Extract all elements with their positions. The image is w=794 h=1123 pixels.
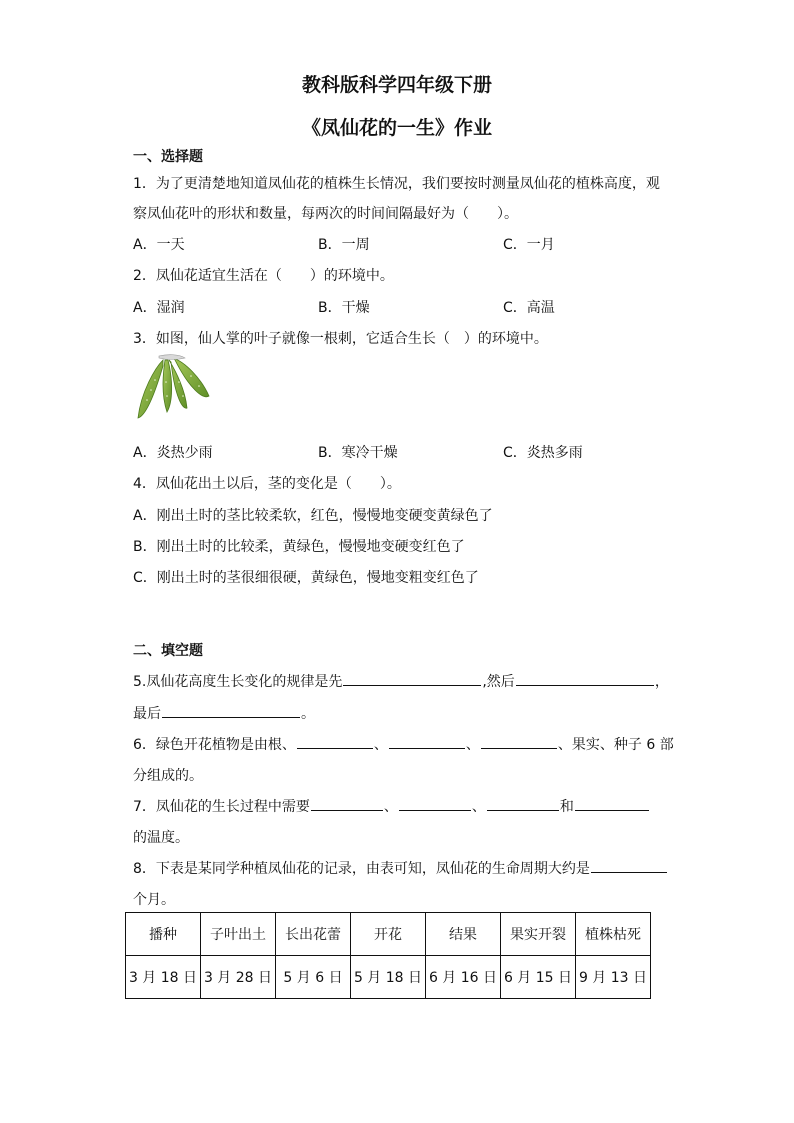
- q6-line1: [133, 734, 674, 754]
- q5-blank-1[interactable]: [343, 671, 481, 686]
- table-cell: 3 月 28 日: [201, 956, 276, 999]
- q5-line1: [133, 671, 669, 691]
- q6-line2: 分组成的。: [133, 768, 203, 784]
- q6-blank-1[interactable]: [297, 734, 373, 749]
- q6-sep-2: 、: [465, 737, 480, 753]
- q5-text-4: 最后: [133, 706, 161, 722]
- table-header-cell: 长出花蕾: [276, 913, 351, 956]
- table-header-cell: 果实开裂: [501, 913, 576, 956]
- q7-text-1: 7．凤仙花的生长过程中需要: [133, 799, 310, 815]
- q5-line2: [133, 703, 315, 723]
- q1-line1: 1．为了更清楚地知道凤仙花的植株生长情况，我们要按时测量凤仙花的植株高度，观: [133, 176, 660, 192]
- q7-line2: 的温度。: [133, 830, 189, 846]
- q5-text-1: 5.凤仙花高度生长变化的规律是先: [133, 674, 343, 690]
- q5-blank-2[interactable]: [516, 671, 654, 686]
- q1-option-a[interactable]: A．一天: [133, 237, 185, 253]
- table-header-cell: 结果: [426, 913, 501, 956]
- table-cell: 6 月 15 日: [501, 956, 576, 999]
- table-cell: 9 月 13 日: [576, 956, 651, 999]
- q1-line2: 察凤仙花叶的形状和数量，每两次的时间间隔最好为（ ）。: [133, 206, 518, 222]
- growth-record-table: [125, 912, 651, 999]
- q5-text-3: ，: [654, 674, 669, 690]
- q6-sep-1: 、: [373, 737, 388, 753]
- q7-blank-1[interactable]: [311, 796, 383, 811]
- table-header-cell: 开花: [351, 913, 426, 956]
- section-heading-fill: 二、填空题: [133, 643, 203, 659]
- q2-option-a[interactable]: A．湿润: [133, 300, 185, 316]
- q3-option-a[interactable]: A．炎热少雨: [133, 445, 213, 461]
- q1-option-c[interactable]: C．一月: [503, 237, 555, 253]
- table-cell: 3 月 18 日: [126, 956, 201, 999]
- cactus-leaf-image: [133, 352, 213, 422]
- q7-sep-2: 、: [471, 799, 486, 815]
- table-header-cell: 子叶出土: [201, 913, 276, 956]
- table-cell: 5 月 18 日: [351, 956, 426, 999]
- section-heading-choice: 一、选择题: [133, 149, 203, 165]
- q2-line1: 2．凤仙花适宜生活在（ ）的环境中。: [133, 268, 394, 284]
- q4-option-a[interactable]: A．刚出土时的茎比较柔软，红色，慢慢地变硬变黄绿色了: [133, 508, 493, 524]
- q7-sep-1: 、: [383, 799, 398, 815]
- q3-option-b[interactable]: B．寒冷干燥: [318, 445, 398, 461]
- q7-and: 和: [559, 799, 574, 815]
- page-title: 教科版科学四年级下册: [301, 74, 492, 96]
- q6-text-2: 、果实、种子 6 部: [557, 737, 674, 753]
- q1-option-b[interactable]: B．一周: [318, 237, 370, 253]
- q8-blank-1[interactable]: [591, 858, 667, 873]
- q6-text-1: 6．绿色开花植物是由根、: [133, 737, 296, 753]
- q2-option-b[interactable]: B．干燥: [318, 300, 370, 316]
- table-cell: 6 月 16 日: [426, 956, 501, 999]
- q7-line1: [133, 796, 650, 816]
- q7-blank-2[interactable]: [399, 796, 471, 811]
- q5-text-5: 。: [301, 706, 315, 722]
- q5-text-2: ,然后: [482, 674, 515, 690]
- q2-option-c[interactable]: C．高温: [503, 300, 555, 316]
- q8-text-1: 8．下表是某同学种植凤仙花的记录，由表可知，凤仙花的生命周期大约是: [133, 861, 590, 877]
- table-cell: 5 月 6 日: [276, 956, 351, 999]
- table-header-row: [126, 913, 651, 956]
- q6-blank-3[interactable]: [481, 734, 557, 749]
- table-header-cell: 播种: [126, 913, 201, 956]
- q3-line1: 3．如图，仙人掌的叶子就像一根刺，它适合生长（ ）的环境中。: [133, 331, 548, 347]
- q7-blank-4[interactable]: [575, 796, 649, 811]
- q4-option-b[interactable]: B．刚出土时的比较柔，黄绿色，慢慢地变硬变红色了: [133, 539, 465, 555]
- q4-option-c[interactable]: C．刚出土时的茎很细很硬，黄绿色，慢地变粗变红色了: [133, 570, 479, 586]
- q6-blank-2[interactable]: [389, 734, 465, 749]
- q4-line1: 4．凤仙花出土以后，茎的变化是（ ）。: [133, 476, 401, 492]
- table-header-cell: 植株枯死: [576, 913, 651, 956]
- q5-blank-3[interactable]: [162, 703, 300, 718]
- page-subtitle: 《凤仙花的一生》作业: [301, 117, 492, 139]
- q7-blank-3[interactable]: [487, 796, 559, 811]
- q8-line2: 个月。: [133, 892, 175, 908]
- q3-option-c[interactable]: C．炎热多雨: [503, 445, 583, 461]
- q8-line1: [133, 858, 668, 878]
- table-row: [126, 956, 651, 999]
